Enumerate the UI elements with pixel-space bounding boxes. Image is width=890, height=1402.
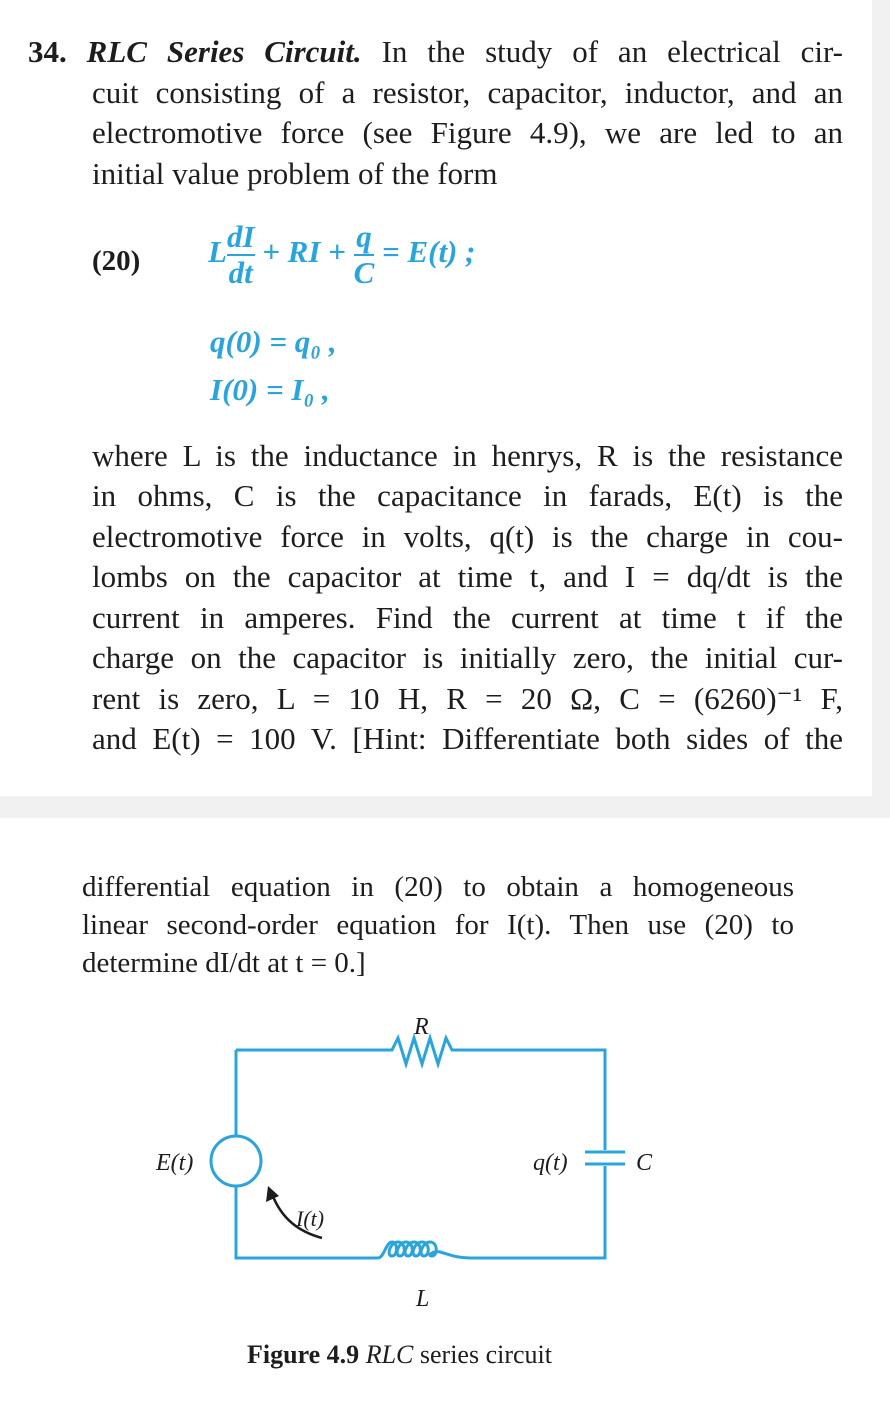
intro-line-4: initial value problem of the form <box>92 156 498 191</box>
body-line-7: rent is zero, L = 10 H, R = 20 Ω, C = (6260)⁻¹ F, <box>92 681 843 716</box>
resistor-label: R <box>414 1014 429 1040</box>
eq-rhs: = E(t) ; <box>382 234 476 270</box>
body-line-8: and E(t) = 100 V. [Hint: Differentiate both sides of the <box>92 721 843 756</box>
eq-L: L <box>208 234 227 270</box>
intro-line-3: electromotive force (see Figure 4.9), we are led to an <box>92 115 843 150</box>
equation-init-q: q(0) = q₀ , <box>210 324 337 359</box>
intro-line-2: cuit consisting of a resistor, capacitor, inductor, and an <box>92 75 843 110</box>
figure-caption <box>247 1340 552 1370</box>
body-line-1: where L is the inductance in henrys, R is the resistance <box>92 438 843 473</box>
equation-label: (20) <box>92 245 141 277</box>
capacitor-label: C <box>636 1150 653 1176</box>
caption-rlc: RLC <box>365 1340 414 1369</box>
eq-plus-RI: + RI + <box>262 234 346 270</box>
top-wire-right <box>462 1050 605 1150</box>
eq-dI: dI <box>226 219 255 254</box>
bottom-wire-right <box>470 1166 605 1258</box>
current-arrowhead <box>266 1186 279 1202</box>
equation-init-I: I(0) = I₀ , <box>210 372 330 407</box>
problem-title: RLC Series Circuit. <box>86 34 362 69</box>
body-line-4: lombs on the capacitor at time t, and I = dq/dt is the <box>92 559 843 594</box>
body-line-5: current in amperes. Find the current at time t if the <box>92 600 843 635</box>
body-line-3: electromotive force in volts, q(t) is the charge in cou- <box>92 519 843 554</box>
eq-C: C <box>353 255 375 290</box>
caption-rest: series circuit <box>413 1340 552 1369</box>
continued-line-1: differential equation in (20) to obtain a homogeneous <box>82 871 794 903</box>
intro-line-1: In the study of an electrical cir- <box>381 34 843 69</box>
charge-label: q(t) <box>533 1150 568 1176</box>
body-line-6: charge on the capacitor is initially zero, the initial cur- <box>92 640 843 675</box>
caption-figure-number: Figure 4.9 <box>247 1340 360 1369</box>
continued-line-2: linear second-order equation for I(t). Then use (20) to <box>82 909 794 941</box>
resistor-zigzag <box>383 1038 462 1064</box>
source-circle <box>211 1136 261 1186</box>
source-label: E(t) <box>156 1150 194 1176</box>
current-label: I(t) <box>296 1206 325 1231</box>
continued-line-3: determine dI/dt at t = 0.] <box>82 947 366 979</box>
inductor-coil <box>378 1242 470 1258</box>
inductor-label: L <box>416 1286 430 1312</box>
eq-q: q <box>356 219 372 254</box>
eq-dt: dt <box>228 255 253 290</box>
body-line-2: in ohms, C is the capacitance in farads, E(t) is the <box>92 478 843 513</box>
problem-number: 34. <box>28 34 67 69</box>
